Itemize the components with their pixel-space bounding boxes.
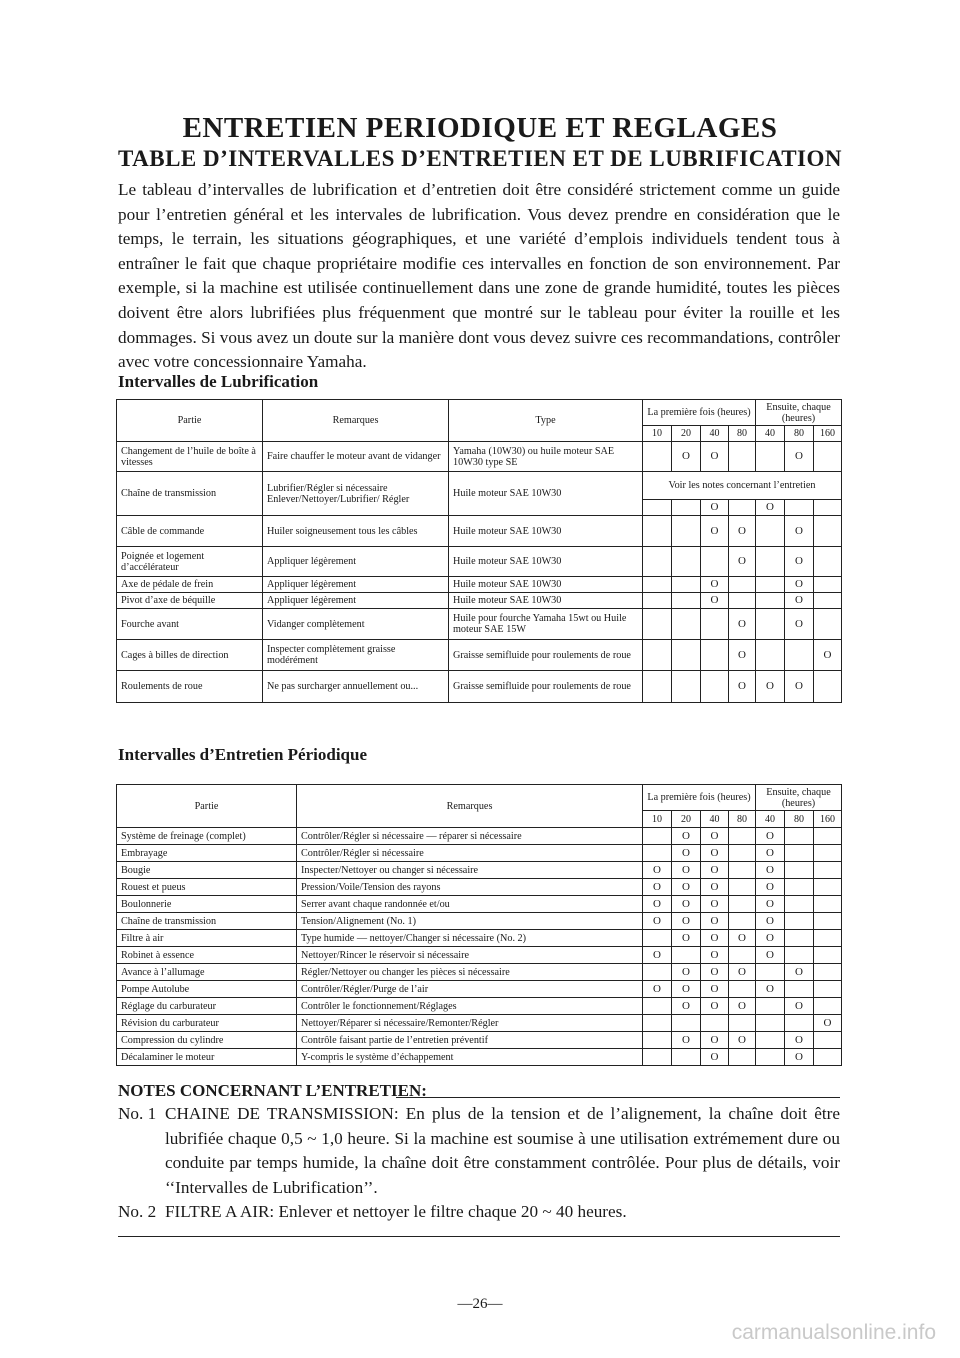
interval-mark [643, 998, 672, 1015]
header-then-every: Ensuite, chaque (heures) [756, 785, 842, 811]
interval-mark [814, 516, 842, 547]
page-title: ENTRETIEN PERIODIQUE ET REGLAGES [182, 112, 778, 144]
interval-mark: O [701, 1032, 729, 1049]
maintenance-table [116, 784, 842, 1066]
interval-mark [643, 516, 672, 547]
interval-mark [814, 609, 842, 640]
interval-mark [729, 862, 756, 879]
lubrication-table [116, 399, 842, 703]
table-row [117, 1049, 842, 1066]
interval-mark: O [701, 913, 729, 930]
interval-mark: O [756, 913, 785, 930]
interval-mark: O [701, 964, 729, 981]
part-cell: Chaîne de transmission [117, 472, 263, 516]
interval-mark: O [756, 981, 785, 998]
table-row [117, 593, 842, 609]
hour-cell: 20 [672, 811, 701, 828]
part-cell: Cages à billes de direction [117, 640, 263, 671]
hour-cell: 10 [643, 811, 672, 828]
remarks-cell: Faire chauffer le moteur avant de vidanger [263, 442, 449, 472]
type-cell: Yamaha (10W30) ou huile moteur SAE 10W30 type SE [449, 442, 643, 472]
interval-mark: O [701, 998, 729, 1015]
interval-mark: O [672, 913, 701, 930]
table-row [117, 442, 842, 472]
interval-mark [729, 500, 756, 516]
note-text: CHAINE DE TRANSMISSION: En plus de la tension et de l’alignement, la chaîne doit être lubrifiée chaque 0,5 ~ 1,0 heure. Si la machine est soumise à une utilisation extrémement dure ou conduite par temps humide, la chaîne doit être constamment contrôlée. Pour plus de détails, voir ‘‘Intervalles de Lubrification’’. [165, 1104, 840, 1197]
interval-mark [814, 862, 842, 879]
remarks-cell: Lubrifier/Régler si nécessaire Enlever/Nettoyer/Lubrifier/ Régler [263, 472, 449, 516]
interval-mark: O [643, 947, 672, 964]
interval-mark: O [701, 896, 729, 913]
hour-cell: 80 [729, 426, 756, 442]
interval-mark [643, 1015, 672, 1032]
interval-mark: O [672, 930, 701, 947]
header-first-time: La première fois (heures) [643, 785, 756, 811]
part-cell: Révision du carburateur [117, 1015, 297, 1032]
interval-mark: O [785, 547, 814, 577]
part-cell: Câble de commande [117, 516, 263, 547]
interval-mark: O [756, 879, 785, 896]
interval-mark [785, 947, 814, 964]
remarks-cell: Contrôler le fonctionnement/Réglages [297, 998, 643, 1015]
interval-mark [756, 640, 785, 671]
lubrication-section-title: Intervalles de Lubrification [118, 372, 319, 391]
table-row [117, 1015, 842, 1032]
type-cell: Huile moteur SAE 10W30 [449, 472, 643, 516]
remarks-cell: Pression/Voile/Tension des rayons [297, 879, 643, 896]
interval-mark: O [756, 500, 785, 516]
interval-mark: O [785, 442, 814, 472]
interval-mark [756, 577, 785, 593]
header-remarks: Remarques [297, 785, 643, 828]
remarks-cell: Tension/Alignement (No. 1) [297, 913, 643, 930]
interval-mark: O [643, 896, 672, 913]
interval-mark: O [756, 930, 785, 947]
interval-mark: O [814, 640, 842, 671]
table-row [117, 547, 842, 577]
interval-mark [756, 1015, 785, 1032]
table-row [117, 609, 842, 640]
interval-mark [814, 964, 842, 981]
table-row [117, 1032, 842, 1049]
interval-mark [729, 442, 756, 472]
part-cell: Boulonnerie [117, 896, 297, 913]
hour-cell: 160 [814, 811, 842, 828]
interval-mark: O [701, 442, 729, 472]
part-cell: Réglage du carburateur [117, 998, 297, 1015]
interval-mark [643, 1032, 672, 1049]
interval-mark [729, 879, 756, 896]
interval-mark [785, 930, 814, 947]
interval-mark [672, 640, 701, 671]
table-row [117, 998, 842, 1015]
remarks-cell: Contrôler/Régler si nécessaire — réparer si nécessaire [297, 828, 643, 845]
type-cell: Huile moteur SAE 10W30 [449, 577, 643, 593]
table-row [117, 981, 842, 998]
interval-mark: O [701, 845, 729, 862]
interval-mark [756, 442, 785, 472]
interval-mark: O [701, 577, 729, 593]
interval-mark: O [672, 964, 701, 981]
interval-mark [756, 1032, 785, 1049]
interval-mark: O [672, 442, 701, 472]
interval-mark [672, 516, 701, 547]
interval-mark [814, 671, 842, 703]
interval-mark [814, 1032, 842, 1049]
part-cell: Fourche avant [117, 609, 263, 640]
interval-mark [785, 640, 814, 671]
part-cell: Avance à l’allumage [117, 964, 297, 981]
note-item [118, 1200, 840, 1225]
part-cell: Roulements de roue [117, 671, 263, 703]
chain-note-cell: Voir les notes concernant l’entretien [643, 472, 842, 500]
watermark: carmanualsonline.info [731, 1321, 936, 1344]
interval-mark: O [756, 845, 785, 862]
interval-mark [756, 547, 785, 577]
remarks-cell: Nettoyer/Réparer si nécessaire/Remonter/Régler [297, 1015, 643, 1032]
interval-mark [814, 981, 842, 998]
hour-cell: 80 [729, 811, 756, 828]
part-cell: Axe de pédale de frein [117, 577, 263, 593]
interval-mark [729, 593, 756, 609]
interval-mark [814, 593, 842, 609]
interval-mark: O [672, 862, 701, 879]
page-subtitle: TABLE D’INTERVALLES D’ENTRETIEN ET DE LUBRIFICATION [117, 146, 843, 171]
part-cell: Embrayage [117, 845, 297, 862]
interval-mark: O [729, 1032, 756, 1049]
interval-mark [672, 609, 701, 640]
interval-mark [814, 828, 842, 845]
type-cell: Graisse semifluide pour roulements de roue [449, 640, 643, 671]
header-type: Type [449, 400, 643, 442]
remarks-cell: Contrôler/Régler/Purge de l’air [297, 981, 643, 998]
part-cell: Compression du cylindre [117, 1032, 297, 1049]
interval-mark [814, 930, 842, 947]
hour-cell: 10 [643, 426, 672, 442]
part-cell: Robinet à essence [117, 947, 297, 964]
interval-mark [729, 981, 756, 998]
interval-mark [672, 671, 701, 703]
interval-mark [701, 1015, 729, 1032]
interval-mark [729, 913, 756, 930]
interval-mark [643, 1049, 672, 1066]
interval-mark [672, 577, 701, 593]
interval-mark: O [729, 998, 756, 1015]
remarks-cell: Nettoyer/Rincer le réservoir si nécessaire [297, 947, 643, 964]
interval-mark: O [814, 1015, 842, 1032]
type-cell: Huile moteur SAE 10W30 [449, 516, 643, 547]
interval-mark: O [672, 879, 701, 896]
remarks-cell: Inspecter/Nettoyer ou changer si nécessaire [297, 862, 643, 879]
interval-mark [814, 913, 842, 930]
table-row [117, 947, 842, 964]
interval-mark [643, 500, 672, 516]
maintenance-section-title: Intervalles d’Entretien Périodique [118, 745, 367, 764]
remarks-cell: Appliquer légèrement [263, 547, 449, 577]
interval-mark: O [701, 828, 729, 845]
interval-mark [785, 879, 814, 896]
interval-mark: O [729, 640, 756, 671]
remarks-cell: Contrôle faisant partie de l’entretien préventif [297, 1032, 643, 1049]
interval-mark [756, 516, 785, 547]
interval-mark [643, 593, 672, 609]
interval-mark: O [785, 964, 814, 981]
interval-mark: O [701, 862, 729, 879]
interval-mark: O [701, 947, 729, 964]
header-part: Partie [117, 400, 263, 442]
interval-mark [729, 577, 756, 593]
interval-mark [785, 845, 814, 862]
interval-mark [643, 930, 672, 947]
interval-mark [785, 1015, 814, 1032]
interval-mark: O [643, 879, 672, 896]
interval-mark [701, 547, 729, 577]
part-cell: Rouest et pueus [117, 879, 297, 896]
interval-mark [785, 862, 814, 879]
part-cell: Décalaminer le moteur [117, 1049, 297, 1066]
part-cell: Filtre à air [117, 930, 297, 947]
table-row [117, 828, 842, 845]
interval-mark: O [729, 964, 756, 981]
interval-mark: O [701, 879, 729, 896]
remarks-cell: Inspecter complètement graisse modérément [263, 640, 449, 671]
interval-mark: O [785, 998, 814, 1015]
interval-mark [729, 1015, 756, 1032]
interval-mark: O [701, 930, 729, 947]
interval-mark: O [729, 671, 756, 703]
part-cell: Pompe Autolube [117, 981, 297, 998]
table-row [117, 964, 842, 981]
interval-mark [814, 500, 842, 516]
interval-mark: O [701, 500, 729, 516]
note-text: FILTRE A AIR: Enlever et nettoyer le filtre chaque 20 ~ 40 heures. [165, 1202, 627, 1221]
part-cell: Chaîne de transmission [117, 913, 297, 930]
interval-mark: O [785, 671, 814, 703]
type-cell: Graisse semifluide pour roulements de roue [449, 671, 643, 703]
interval-mark [785, 828, 814, 845]
interval-mark [785, 500, 814, 516]
interval-mark [785, 896, 814, 913]
interval-mark: O [672, 896, 701, 913]
interval-mark: O [785, 516, 814, 547]
interval-mark [729, 947, 756, 964]
table-row [117, 845, 842, 862]
interval-mark: O [643, 862, 672, 879]
interval-mark: O [643, 913, 672, 930]
hour-cell: 40 [701, 426, 729, 442]
part-cell: Pivot d’axe de béquille [117, 593, 263, 609]
interval-mark: O [701, 516, 729, 547]
table-row [117, 640, 842, 671]
interval-mark [814, 896, 842, 913]
interval-mark [643, 609, 672, 640]
interval-mark [643, 964, 672, 981]
interval-mark [814, 547, 842, 577]
interval-mark [672, 1015, 701, 1032]
type-cell: Huile pour fourche Yamaha 15wt ou Huile moteur SAE 15W [449, 609, 643, 640]
notes-heading-rule [396, 1097, 840, 1098]
interval-mark [756, 609, 785, 640]
interval-mark: O [701, 1049, 729, 1066]
interval-mark: O [643, 981, 672, 998]
hour-cell: 40 [756, 426, 785, 442]
interval-mark: O [756, 862, 785, 879]
interval-mark [643, 547, 672, 577]
hour-cell: 80 [785, 811, 814, 828]
interval-mark [672, 1049, 701, 1066]
interval-mark [814, 947, 842, 964]
interval-mark: O [672, 845, 701, 862]
remarks-cell: Ne pas surcharger annuellement ou... [263, 671, 449, 703]
type-cell: Huile moteur SAE 10W30 [449, 547, 643, 577]
notes-heading: NOTES CONCERNANT L’ENTRETIEN: [118, 1081, 427, 1100]
interval-mark [672, 547, 701, 577]
header-remarks: Remarques [263, 400, 449, 442]
interval-mark [814, 879, 842, 896]
table-row [117, 879, 842, 896]
remarks-cell: Appliquer légèrement [263, 577, 449, 593]
note-number: No. 1 [118, 1104, 157, 1123]
interval-mark: O [785, 1032, 814, 1049]
interval-mark [643, 577, 672, 593]
interval-mark [643, 442, 672, 472]
interval-mark [643, 845, 672, 862]
interval-mark: O [785, 577, 814, 593]
note-item [118, 1102, 840, 1200]
table-row [117, 930, 842, 947]
remarks-cell: Régler/Nettoyer ou changer les pièces si nécessaire [297, 964, 643, 981]
part-cell: Bougie [117, 862, 297, 879]
interval-mark [701, 640, 729, 671]
remarks-cell: Type humide — nettoyer/Changer si nécessaire (No. 2) [297, 930, 643, 947]
interval-mark [756, 1049, 785, 1066]
table-row [117, 896, 842, 913]
bottom-divider [118, 1236, 840, 1237]
interval-mark: O [672, 1032, 701, 1049]
interval-mark: O [729, 609, 756, 640]
interval-mark: O [756, 896, 785, 913]
part-cell: Poignée et logement d’accélérateur [117, 547, 263, 577]
interval-mark [672, 947, 701, 964]
interval-mark [643, 828, 672, 845]
interval-mark: O [672, 981, 701, 998]
hour-cell: 160 [814, 426, 842, 442]
interval-mark [729, 845, 756, 862]
table-row [117, 671, 842, 703]
part-cell: Changement de l’huile de boîte à vitesses [117, 442, 263, 472]
table-row [117, 472, 842, 500]
interval-mark: O [672, 828, 701, 845]
table-row [117, 913, 842, 930]
table-row [117, 862, 842, 879]
interval-mark [814, 577, 842, 593]
interval-mark [729, 896, 756, 913]
interval-mark [756, 593, 785, 609]
interval-mark [672, 500, 701, 516]
interval-mark: O [756, 947, 785, 964]
remarks-cell: Appliquer légèrement [263, 593, 449, 609]
interval-mark [814, 442, 842, 472]
page-number: —26— [457, 1296, 503, 1312]
interval-mark: O [756, 671, 785, 703]
remarks-cell: Contrôler/Régler si nécessaire [297, 845, 643, 862]
remarks-cell: Vidanger complètement [263, 609, 449, 640]
header-then-every: Ensuite, chaque (heures) [756, 400, 842, 426]
remarks-cell: Y-compris le système d’échappement [297, 1049, 643, 1066]
interval-mark [814, 998, 842, 1015]
interval-mark: O [729, 930, 756, 947]
interval-mark [729, 828, 756, 845]
table-row [117, 577, 842, 593]
hour-cell: 80 [785, 426, 814, 442]
interval-mark [814, 845, 842, 862]
interval-mark [643, 671, 672, 703]
hour-cell: 40 [701, 811, 729, 828]
interval-mark: O [785, 1049, 814, 1066]
interval-mark [814, 1049, 842, 1066]
interval-mark [729, 1049, 756, 1066]
interval-mark: O [729, 547, 756, 577]
interval-mark [756, 998, 785, 1015]
remarks-cell: Serrer avant chaque randonnée et/ou [297, 896, 643, 913]
interval-mark: O [785, 609, 814, 640]
interval-mark [643, 640, 672, 671]
interval-mark [701, 671, 729, 703]
table-row [117, 516, 842, 547]
note-number: No. 2 [118, 1202, 157, 1221]
intro-paragraph: Le tableau d’intervalles de lubrification et d’entretien doit être considéré strictement comme un guide pour l’entretien général et les intervales de lubrification. Vous devez prendre en considération que le temps, le terrain, les situations géographiques, et une variété d’emplois individuels tendent tous à entraîner le fait que chaque propriétaire modifie ces intervalles en fonction de son environnement. Par exemple, si la machine est utilisée continuellement dans une zone de grande humidité, toutes les pièces doivent être alors lubrifiées plus fréquenment que montré sur le tableau pour éviter la rouille et les dommages. Si vous avez un doute sur la manière dont vous devez suivre ces recommandations, contrôler avec votre concessionnaire Yamaha. [118, 180, 840, 372]
hour-cell: 40 [756, 811, 785, 828]
interval-mark: O [701, 593, 729, 609]
interval-mark: O [701, 981, 729, 998]
header-part: Partie [117, 785, 297, 828]
interval-mark: O [756, 828, 785, 845]
header-first-time: La première fois (heures) [643, 400, 756, 426]
interval-mark: O [672, 998, 701, 1015]
interval-mark: O [785, 593, 814, 609]
part-cell: Système de freinage (complet) [117, 828, 297, 845]
interval-mark: O [729, 516, 756, 547]
hour-cell: 20 [672, 426, 701, 442]
interval-mark [756, 964, 785, 981]
remarks-cell: Huiler soigneusement tous les câbles [263, 516, 449, 547]
interval-mark [672, 593, 701, 609]
interval-mark [785, 913, 814, 930]
type-cell: Huile moteur SAE 10W30 [449, 593, 643, 609]
interval-mark [701, 609, 729, 640]
interval-mark [785, 981, 814, 998]
